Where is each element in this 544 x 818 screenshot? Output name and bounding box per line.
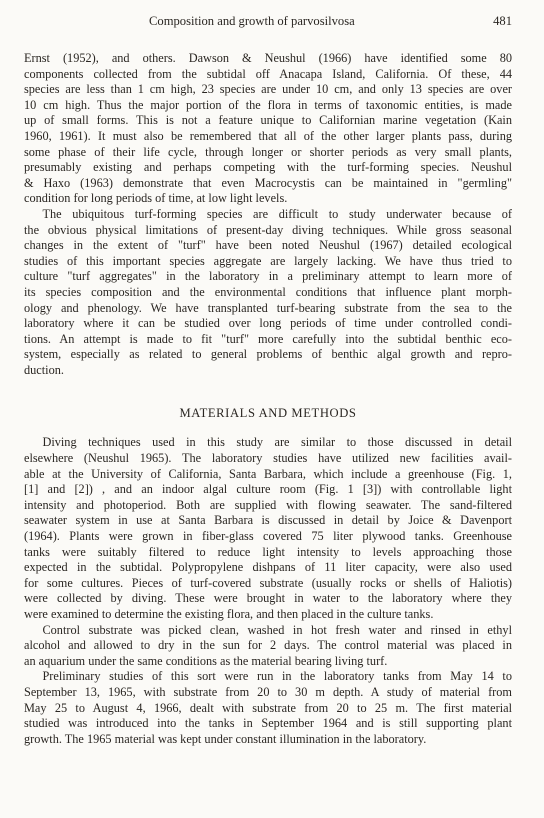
text-line: were examined to determine the existing flora, and then placed in the culture tanks. bbox=[24, 607, 434, 621]
text-line: growth. The 1965 material was kept under constant illumination in the laboratory. bbox=[24, 731, 427, 746]
text-line: system, especially as related to general problems of benthic algal growth and repro- bbox=[24, 347, 512, 362]
text-line: elsewhere (Neushul 1965). The laboratory studies have utilized new facilities avail- bbox=[24, 451, 512, 466]
text-line: September 13, 1965, with substrate from 20 to 30 m depth. A study of material from bbox=[24, 684, 512, 699]
text-line: [1] and [2]) , and an indoor algal culture room (Fig. 1 [3]) with controllable light bbox=[24, 482, 512, 497]
text-line: up of small forms. This is not a feature unique to Californian marine vegetation (Kain bbox=[24, 113, 512, 128]
text-line: expected in the subtidal. Polypropylene dishpans of 11 liter capacity, were also used bbox=[24, 560, 512, 575]
paragraph-4 bbox=[24, 669, 512, 747]
text-line: seawater system in use at Santa Barbara is discussed in detail by Joice & Davenport bbox=[24, 513, 512, 528]
text-line: its species composition and the environmental conditions that influence plant morph- bbox=[24, 284, 512, 299]
text-line: duction. bbox=[24, 362, 64, 377]
text-line: & Haxo (1963) demonstrate that even Macrocystis can be maintained in "germling" bbox=[24, 175, 512, 190]
text-line: studies of this important species aggregate are largely lacking. We have thus tried to bbox=[24, 253, 512, 268]
text-line: 1960, 1961). It must also be remembered that all of the other larger plants pass, during bbox=[24, 128, 512, 143]
text-line: ology and phenology. We have transplanted turf-bearing substrate from the sea to the bbox=[24, 300, 512, 315]
intro-section bbox=[24, 51, 512, 378]
text-line: laboratory where it can be studied over long periods of time under controlled condi- bbox=[24, 316, 512, 331]
text-line: The ubiquitous turf-forming species are difficult to study underwater because of bbox=[24, 206, 512, 221]
text-line: were collected by diving. These were brought in water to the laboratory where they bbox=[24, 591, 512, 606]
text-line: presumably existing and perhaps competing with the turf-forming species. Neushul bbox=[24, 160, 512, 175]
section-heading: MATERIALS AND METHODS bbox=[179, 406, 357, 421]
text-line: some phase of their life cycle, through longer or shorter periods as very small plants, bbox=[24, 144, 512, 159]
text-line: May 25 to August 4, 1966, dealt with substrate from 20 to 25 m. The first material bbox=[24, 700, 512, 715]
text-line: species are less than 1 cm high, 23 species are under 10 cm, and only 13 species are over bbox=[24, 82, 512, 97]
text-line: tanks were suitably filtered to reduce light intensity to levels approaching those bbox=[24, 544, 512, 559]
text-line: (1964). Plants were grown in fiber-glass covered 75 liter plywood tanks. Greenhouse bbox=[24, 529, 512, 544]
text-line: studied was introduced into the tanks in September 1964 and is still supporting plant bbox=[24, 716, 512, 731]
text-line: the obvious physical limitations of present-day diving techniques. While gross seasonal bbox=[24, 222, 512, 237]
paragraph-0 bbox=[24, 51, 512, 207]
text-line: able at the University of California, Santa Barbara, which include a greenhouse (Fig. 1, bbox=[24, 466, 512, 481]
text-line: Control substrate was picked clean, washed in hot fresh water and rinsed in ethyl bbox=[24, 622, 512, 637]
text-line: an aquarium under the same conditions as the material bearing living turf. bbox=[24, 653, 388, 668]
text-line: culture "turf aggregates" in the laboratory in a preliminary attempt to learn more of bbox=[24, 269, 512, 284]
page-number: 481 bbox=[493, 14, 512, 28]
paragraph-2 bbox=[24, 435, 512, 622]
text-line: Preliminary studies of this sort were run in the laboratory tanks from May 14 to bbox=[24, 669, 512, 684]
running-head bbox=[24, 13, 512, 29]
text-line: tions. An attempt is made to fit "turf" more carefully into the subtidal benthic eco- bbox=[24, 331, 512, 346]
text-line: for some cultures. Pieces of turf-covered substrate (usually rocks or shells of Haliotis) bbox=[24, 575, 512, 590]
paragraph-1 bbox=[24, 207, 512, 379]
running-title: Composition and growth of parvosilvosa bbox=[149, 14, 355, 28]
text-line: intensity and photoperiod. Both are supplied with flowing seawater. The sand-filtered bbox=[24, 497, 512, 512]
text-line: components collected from the subtidal off Anacapa Island, California. Of these, 44 bbox=[24, 66, 512, 81]
text-line: condition for long periods of time, at low light levels. bbox=[24, 191, 288, 206]
text-line: changes in the extent of "turf" have been noted Neushul (1967) detailed ecological bbox=[24, 238, 512, 253]
text-line: Diving techniques used in this study are similar to those discussed in detail bbox=[24, 435, 512, 450]
text-line: 10 cm high. Thus the major portion of the flora in terms of taxonomic entities, is made bbox=[24, 97, 512, 112]
methods-section bbox=[24, 435, 512, 747]
text-line: alcohol and allowed to dry in the sun for 2 days. The control material was placed in bbox=[24, 638, 512, 653]
text-line: Ernst (1952), and others. Dawson & Neushul (1966) have identified some 80 bbox=[24, 51, 512, 65]
paragraph-3 bbox=[24, 623, 512, 670]
